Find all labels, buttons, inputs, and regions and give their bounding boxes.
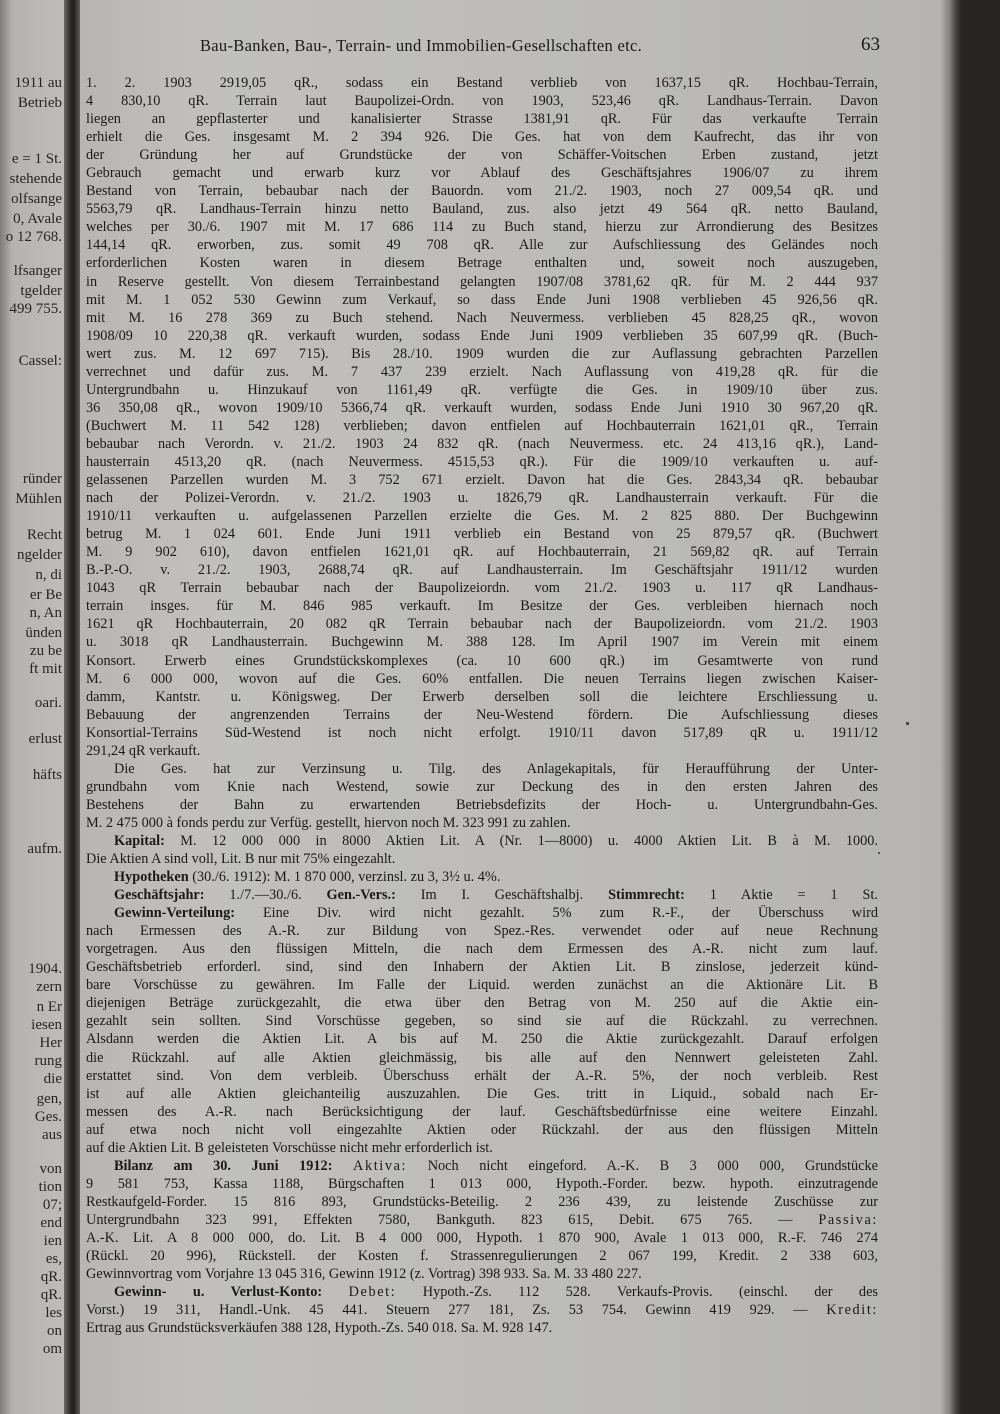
- text-fragment: Noch nicht eingeford. A.-K. B 3 000 000, Grundstücke: [427, 1157, 878, 1174]
- gj-label: Geschäftsjahr:: [114, 887, 205, 904]
- text-line: 5563,79 qR. Landhaus-Terrain hinzu netto Bauland, zus. also jetzt 49 564 qR. netto Bauland,: [86, 201, 878, 218]
- text-line: erhielt die Ges. insgesamt M. 2 394 926. Die Ges. hat von dem Kaufrecht, das ihr von: [86, 129, 878, 146]
- left-fragment: Her: [39, 1035, 62, 1051]
- text-line: Die Ges. hat zur Verzinsung u. Tilg. des Anlagekapitals, für Heraufführung der Unter-: [114, 760, 878, 777]
- text-line: 144,14 qR. erworben, zus. somit 49 708 qR. Alle zur Aufschliessung des Geländes noch: [86, 237, 878, 254]
- left-fragment: erlust: [28, 731, 62, 747]
- text-line: 1910/11 verkauften u. aufgelassenen Parzellen erzielte die Ges. M. 2 825 880. Der Buchgewinn: [86, 508, 878, 525]
- text-fragment: Hypoth.-Zs. 112 528. Verkaufs-Provis. (einschl. der des: [422, 1284, 878, 1301]
- guv-label: Gewinn- u. Verlust-Konto:: [114, 1284, 323, 1301]
- kapital-text: M. 12 000 000 in 8000 Aktien Lit. A (Nr. 1—8000) u. 4000 Aktien Lit. B à M. 1000.: [180, 832, 878, 849]
- left-fragment: n, di: [35, 567, 62, 583]
- text-line: [86, 922, 878, 940]
- text-line: [86, 1049, 878, 1067]
- gewinn-label: Gewinn-Verteilung:: [114, 905, 235, 922]
- left-fragment: o 12 768.: [5, 229, 62, 245]
- text-line: liegen an gepflasterter und kanalisierter Strasse 1381,91 qR. Für das verkaufte Terrain: [86, 111, 878, 128]
- left-fragment: Cassel:: [18, 353, 62, 369]
- text-fragment: Vorst.) 19 311, Handl.-Unk. 45 441. Steuern 277 181, Zs. 53 754. Gewinn 419 929. —: [86, 1302, 808, 1319]
- text-fragment: gezahlt sein sollten. Sind Vorschüsse gegeben, so sind sie auf die Rückzahl. zu verrechnen.: [86, 1013, 878, 1030]
- text-fragment: auf die Aktien Lit. B geleisteten Vorschüsse nicht mehr erforderlich ist.: [86, 1139, 493, 1156]
- running-header: [90, 36, 880, 58]
- left-fragment: tgelder: [20, 283, 62, 299]
- left-fragment: zern: [36, 979, 62, 995]
- left-fragment: ft mit: [29, 661, 62, 677]
- text-fragment: diejenigen Beträge zurückgezahlt, die etwa über den Betrag von M. 250 auf die Aktie ein-: [86, 995, 878, 1012]
- text-fragment: messen des A.-R. nach Berücksichtigung der lauf. Geschäftsbedürfnisse eine weitere Einzahl.: [86, 1103, 878, 1120]
- text-line: A.-K. Lit. A 8 000 000, do. Lit. B 4 000 000, Hypoth. 1 870 900, Avale 1 013 000, R.-F. 746 274: [86, 1230, 878, 1246]
- left-fragment: n, An: [29, 605, 62, 621]
- debet-label: Debet:: [348, 1284, 397, 1301]
- text-fragment: erstattet sind. Von dem verbleib. Überschuss erhält der A.-R. 5%, der noch verbleib. Rest: [86, 1067, 878, 1084]
- left-fragment: end: [40, 1215, 62, 1231]
- gewinn-verteilung-paragraph: [86, 904, 878, 1157]
- text-line: [86, 1139, 878, 1157]
- text-line: [86, 1193, 878, 1211]
- text-line: 1. 2. 1903 2919,05 qR., sodass ein Bestand verblieb von 1637,15 qR. Hochbau-Terrain,: [86, 75, 878, 91]
- stimm-text: 1 Aktie = 1 St.: [709, 887, 878, 904]
- text-line: nach der Polizei-Verordn. v. 21./2. 1903 u. 1826,79 qR. Landhausterrain verkauft. Für die: [86, 490, 878, 507]
- left-fragment: 07;: [42, 1197, 62, 1213]
- kapital-line: [86, 832, 878, 850]
- kapital-label: Kapital:: [114, 832, 165, 849]
- text-fragment: Geschäftsbetrieb erforderl. sind, sind den Inhabern der Aktien Lit. B zinslose, jederzeit künd-: [86, 959, 878, 976]
- left-fragment: n Er: [36, 999, 62, 1015]
- left-fragment: aus: [42, 1127, 62, 1143]
- text-line: M. 6 000 000, wovon auf die Ges. 60% entfallen. Die neuen Terrains liegen zwischen Kaiser-: [86, 670, 878, 687]
- text-line: Bestehens der Bahn zu erwartenden Betriebsdefizits der Hoch- u. Untergrundbahn-Ges.: [86, 796, 878, 813]
- text-fragment: ist auf alle Aktien gleichanteilig auszuzahlen. Die Ges. tritt in Liquid., sobald nach Er-: [86, 1085, 878, 1102]
- gv-label: Gen.-Vers.:: [326, 887, 396, 904]
- text-fragment: Untergrundbahn 323 991, Effekten 7580, Bankguth. 823 615, Debit. 675 765. —: [86, 1211, 793, 1228]
- text-line: 36 350,08 qR., wovon 1909/10 5366,74 qR. verkauft wurden, sodass Ende Juni 1910 30 967,20 qR.: [86, 399, 878, 416]
- book-binding-shadow: [64, 0, 80, 1414]
- previous-page-edge: [0, 0, 64, 1414]
- text-line: [86, 1283, 878, 1301]
- text-fragment: Restkaufgeld-Forder. 15 816 893, Grundstücks-Beteilig. 2 236 439, zu leistende Zuschüsse zur: [86, 1193, 878, 1210]
- text-line: [86, 1067, 878, 1085]
- hypotheken-label: Hypotheken: [114, 869, 189, 886]
- left-fragment: e = 1 St.: [11, 151, 62, 167]
- text-line: 4 830,10 qR. Terrain laut Baupolizei-Ordn. von 1903, 523,46 qR. Landhaus-Terrain. Davon: [86, 93, 878, 110]
- text-line: mit M. 1 052 530 Gewinn zum Verkauf, so dass Ende Juni 1908 verblieben 45 926,56 qR.: [86, 291, 878, 308]
- left-fragment: Betrieb: [17, 95, 62, 111]
- text-line: gelassenen Parzellen wurden M. 3 752 671 erzielt. Davon hat die Ges. 2843,34 qR. bebaubar: [86, 472, 878, 489]
- text-line: welches per 30./6. 1907 mit M. 17 686 114 zu Buch stand, hierzu zur Arrondierung des Besitzes: [86, 219, 878, 236]
- text-line: [86, 904, 878, 922]
- left-fragment: aufm.: [27, 841, 62, 857]
- text-line: mit M. 16 278 369 zu Buch stehend. Nach Neuvermess. verblieben 45 828,25 qR., wovon: [86, 309, 878, 326]
- left-fragment: Mühlen: [15, 491, 62, 507]
- text-line: hausterrain 4513,20 qR. (nach Neuvermess. 4515,53 qR.). Für die 1909/10 verkauften u. auf-: [86, 453, 878, 470]
- left-fragment: ien: [43, 1233, 62, 1249]
- text-fragment: vorgetragen. Aus den flüssigen Mitteln, die nach dem Ermessen des A.-R. nicht zum lauf.: [86, 941, 878, 958]
- text-line: Konsortial-Terrains Süd-Westend ist noch nicht erfolgt. 1910/11 davon 517,89 qR u. 1911/12: [86, 724, 878, 741]
- subsidy-paragraph: [86, 760, 878, 832]
- text-line: [86, 1030, 878, 1048]
- text-line: [86, 1175, 878, 1193]
- left-fragment: ngelder: [17, 547, 62, 563]
- text-fragment: 9 581 753, Kassa 1188, Bürgschaften 1 013 000, Hypoth.-Forder. bezw. hypoth. einzutragende: [86, 1175, 878, 1192]
- left-fragment: 1911 au: [14, 75, 62, 91]
- text-line: [86, 940, 878, 958]
- passiva-label: Passiva:: [818, 1211, 878, 1228]
- text-line: 291,24 qR verkauft.: [86, 742, 201, 759]
- text-line: [86, 976, 878, 994]
- text-fragment: die Rückzahl. auf alle Aktien gleichmässig, bis alle auf den Nennwert geleisteten Zahl.: [86, 1049, 878, 1066]
- left-fragment: olfsange: [11, 191, 62, 207]
- terrain-paragraph: [86, 74, 878, 760]
- left-fragment: rung: [34, 1053, 62, 1069]
- left-fragment: von: [39, 1161, 62, 1177]
- header-title: Bau-Banken, Bau-, Terrain- und Immobilien-Gesellschaften etc.: [200, 36, 643, 55]
- left-fragment: ründer: [22, 471, 62, 487]
- left-fragment: om: [42, 1341, 62, 1357]
- left-fragment: ünden: [25, 625, 62, 641]
- page-number: 63: [861, 34, 880, 55]
- left-fragment: Recht: [27, 527, 62, 543]
- speck: [906, 722, 909, 725]
- text-fragment: Eine Div. wird nicht gezahlt. 5% zum R.-F., der Überschuss wird: [262, 905, 878, 922]
- left-fragment: stehende: [9, 171, 62, 187]
- text-line: 1043 qR Terrain bebaubar nach der Baupolizeiordn. vom 21./2. 1903 u. 117 qR Landhaus-: [86, 580, 878, 597]
- left-fragment: iesen: [31, 1017, 62, 1033]
- gv-text: Im I. Geschäftshalbj.: [420, 887, 584, 904]
- right-page-shadow: [950, 0, 1000, 1414]
- left-fragment: les: [45, 1305, 62, 1321]
- left-fragment: qR.: [40, 1269, 62, 1285]
- text-line: damm, Kantstr. u. Königsweg. Der Erwerb derselben soll die leichtere Erschliessung u.: [86, 688, 878, 705]
- text-line: [86, 1085, 878, 1103]
- text-line: Untergrundbahn u. Hinzukauf von 1161,49 qR. verfügte die Ges. in 1909/10 über zus.: [86, 381, 878, 398]
- kapital-line-2: Die Aktien A sind voll, Lit. B nur mit 75% eingezahlt.: [86, 851, 396, 868]
- speck: [878, 852, 880, 854]
- text-line: B.-P.-O. v. 21./2. 1903, 2688,74 qR. auf Landhausterrain. Im Geschäftsjahr 1911/12 wurden: [86, 562, 878, 579]
- geschaeftsjahr-line: [86, 886, 878, 904]
- text-fragment: bare Vorschüsse zu gewähren. Im Falle der Liquid. werden zunächst an die Aktionäre Lit. B: [86, 977, 878, 994]
- bilanz-paragraph: [86, 1157, 878, 1283]
- text-line: u. 3018 qR Landhausterrain. Buchgewinn M. 388 128. Im April 1907 im Verein mit einem: [86, 634, 878, 651]
- text-line: [86, 1012, 878, 1030]
- text-line: erforderlichen Kosten waren in diesem Betrage enthalten und, soweit noch auszugeben,: [86, 255, 878, 272]
- text-line: Gebrauch gemacht und erwarb kurz vor Ablauf des Geschäftsjahres 1906/07 zu ihrem: [86, 165, 878, 182]
- text-line: [86, 1121, 878, 1139]
- hypotheken-text: (30./6. 1912): M. 1 870 000, verzinsl. zu 3, 3½ u. 4%.: [192, 869, 501, 886]
- text-fragment: Alsdann werden die Aktien Lit. A bis auf M. 250 die Aktie zurückgezahlt. Darauf erfolgen: [86, 1031, 878, 1048]
- text-line: Konsort. Erwerb eines Grundstückskomplexes (ca. 10 600 qR.) im Gesamtwerte von rund: [86, 652, 878, 669]
- left-fragment: oari.: [34, 695, 62, 711]
- text-line: 1908/09 10 220,38 qR. verkauft wurden, sodass Ende Juni 1909 verblieben 35 607,99 qR. (Buch-: [86, 327, 878, 344]
- left-fragment: zu be: [29, 643, 62, 659]
- text-line: M. 9 902 610), davon entfielen 1621,01 qR. auf Hochbauterrain, 21 569,82 qR. auf Terrain: [86, 544, 878, 561]
- text-fragment: nach Ermessen des A.-R. zur Bildung von Spez.-Res. verwendet oder auf neue Rechnung: [86, 923, 878, 940]
- text-line: betrug M. 1 024 601. Ende Juni 1911 verblieb ein Bestand von 25 879,57 qR. (Buchwert: [86, 526, 878, 543]
- text-line: der Gründung her auf Grundstücke der von Schäffer-Voitschen Erben zustand, jetzt: [86, 147, 878, 164]
- bilanz-label: Bilanz am 30. Juni 1912:: [114, 1157, 333, 1174]
- left-fragment: es,: [45, 1251, 62, 1267]
- text-line: M. 2 475 000 à fonds perdu zur Verfüg. gestellt, hiervon noch M. 323 991 zu zahlen.: [86, 814, 571, 831]
- left-fragment: tion: [38, 1179, 62, 1195]
- text-line: verrechnet und dafür zus. M. 7 437 239 erzielt. Nach Auflassung von 419,28 qR. für die: [86, 363, 878, 380]
- text-line: 1621 qR Hochbauterrain, 20 082 qR Terrain bebaubar nach der Baupolizeiordn. vom 21./2. 1903: [86, 616, 878, 633]
- text-fragment: auf etwa noch nicht voll eingezahlte Aktien oder Rückzahl. der aus den flüssigen Mitteln: [86, 1121, 878, 1138]
- text-line: in Reserve gestellt. Von diesem Terrainbestand gelangten 1907/08 3781,62 qR. für M. 2 444 937: [86, 273, 878, 290]
- text-line: [86, 1301, 878, 1319]
- left-fragment: on: [47, 1323, 62, 1339]
- left-fragment: lfsanger: [13, 263, 62, 279]
- left-fragment: 0, Avale: [13, 211, 62, 227]
- left-fragment: er Be: [29, 587, 62, 603]
- text-line: Bebauung der angrenzenden Terrains der Neu-Westend fördern. Die Aufschliessung dieses: [86, 706, 878, 723]
- text-line: (Buchwert M. 11 542 128) verblieben; davon entfielen auf Hochbauterrain 1621,01 qR., Terrain: [86, 417, 878, 434]
- left-fragment: die: [43, 1071, 62, 1087]
- text-line: wert zus. M. 12 697 715). Bis 28./10. 1909 wurden die zur Auflassung gebrachten Parzellen: [86, 345, 878, 362]
- stimm-label: Stimmrecht:: [608, 887, 685, 904]
- text-line: [86, 994, 878, 1012]
- text-line: [86, 1157, 878, 1175]
- left-fragment: Ges.: [34, 1109, 62, 1125]
- article-body: [86, 74, 878, 1337]
- text-line: [86, 1211, 878, 1229]
- left-fragment: qR.: [40, 1287, 62, 1303]
- text-line: bebaubar nach Verordn. v. 21./2. 1903 24 832 qR. (nach Neuvermess. etc. 24 413,16 qR.), Land-: [86, 435, 878, 452]
- left-fragment: 1904.: [28, 961, 62, 977]
- text-line: Ertrag aus Grundstücksverkäufen 388 128, Hypoth.-Zs. 540 018. Sa. M. 928 147.: [86, 1320, 553, 1337]
- text-line: Bestand von Terrain, bebaubar nach der Bauordn. vom 21./2. 1903, noch 27 009,54 qR. und: [86, 183, 878, 200]
- kredit-label: Kredit:: [826, 1302, 878, 1319]
- left-fragment: 499 755.: [9, 301, 62, 317]
- text-line: grundbahn vom Knie nach Westend, sowie zur Deckung des in den ersten Jahren des: [86, 778, 878, 795]
- left-fragment: gen,: [36, 1091, 62, 1107]
- gj-text: 1./7.—30./6.: [229, 887, 302, 904]
- hypotheken-line: [86, 868, 878, 886]
- text-line: [86, 958, 878, 976]
- text-line: (Rückl. 20 996), Rückstell. der Kosten f. Strassenregulierungen 2 067 199, Kredit. 2 338 603,: [86, 1248, 878, 1265]
- text-line: Gewinnvortrag vom Vorjahre 13 045 316, Gewinn 1912 (z. Vortrag) 398 933. Sa. M. 33 480 227.: [86, 1266, 642, 1283]
- text-line: terrain insges. für M. 846 985 verkauft. Im Besitze der Ges. verbleiben hiernach noch: [86, 598, 878, 615]
- text-line: [86, 1103, 878, 1121]
- guv-paragraph: [86, 1283, 878, 1337]
- aktiva-label: Aktiva:: [353, 1157, 408, 1174]
- left-fragment: häfts: [32, 767, 62, 783]
